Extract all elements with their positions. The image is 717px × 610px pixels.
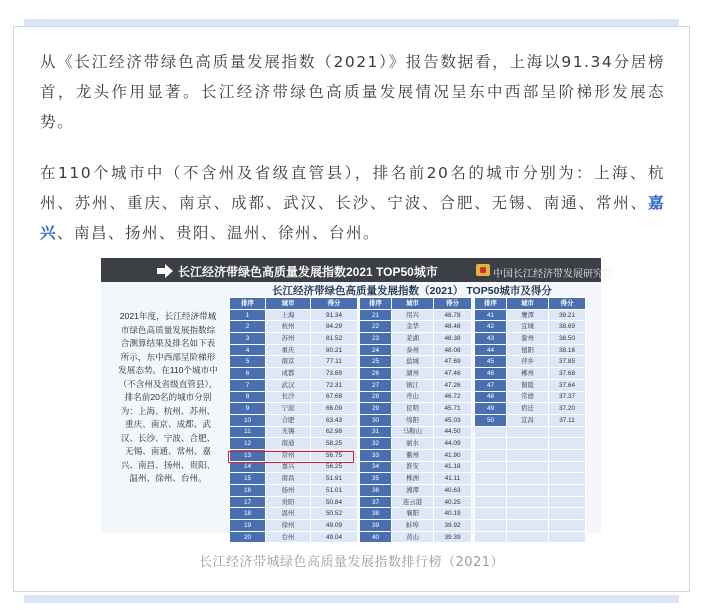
rank-cell: 49 <box>475 403 507 415</box>
score-cell: 41.18 <box>434 461 472 473</box>
score-cell: 41.90 <box>434 449 472 461</box>
score-cell: 37.85 <box>549 356 586 368</box>
rank-cell: 33 <box>360 449 392 461</box>
table-header-row <box>360 298 472 310</box>
rank-cell: 40 <box>360 531 392 543</box>
table-row <box>230 309 358 321</box>
score-cell: 73.69 <box>311 368 358 380</box>
table-row <box>475 403 586 415</box>
empty-cell <box>507 496 549 508</box>
table-row <box>360 531 472 543</box>
city-cell: 合肥 <box>266 414 311 426</box>
top-decor-band <box>24 19 679 26</box>
rank-cell: 26 <box>360 368 392 380</box>
score-cell: 44.50 <box>434 426 472 438</box>
empty-cell <box>549 461 586 473</box>
rank-cell: 15 <box>230 473 266 485</box>
score-cell: 49.09 <box>311 520 358 532</box>
table-row <box>475 496 586 508</box>
table-row <box>475 520 586 532</box>
empty-cell <box>475 438 507 450</box>
rank-cell: 50 <box>475 414 507 426</box>
score-cell: 48.08 <box>434 344 472 356</box>
city-cell: 滁州 <box>507 333 549 345</box>
table-row <box>230 368 358 380</box>
score-cell: 56.25 <box>311 461 358 473</box>
city-cell: 南昌 <box>266 473 311 485</box>
empty-cell <box>475 473 507 485</box>
table-row <box>475 356 586 368</box>
city-cell: 无锡 <box>266 426 311 438</box>
header-rank: 排序 <box>360 298 392 310</box>
table-row <box>230 403 358 415</box>
header-city: 城市 <box>507 298 549 310</box>
city-cell: 昆明 <box>392 403 434 415</box>
score-cell: 62.98 <box>311 426 358 438</box>
table-row <box>360 449 472 461</box>
city-cell: 扬州 <box>266 485 311 497</box>
table-row <box>360 309 472 321</box>
rank-cell: 11 <box>230 426 266 438</box>
rank-cell: 28 <box>360 391 392 403</box>
city-cell: 湘潭 <box>392 485 434 497</box>
rank-cell: 39 <box>360 520 392 532</box>
city-cell: 贵阳 <box>266 496 311 508</box>
rank-cell: 4 <box>230 344 266 356</box>
score-cell: 46.72 <box>434 391 472 403</box>
rank-cell: 35 <box>360 473 392 485</box>
highlight-city-link[interactable]: 嘉兴 <box>40 194 665 242</box>
city-cell: 连云港 <box>392 496 434 508</box>
table-row <box>475 449 586 461</box>
table-row <box>475 309 586 321</box>
score-cell: 77.11 <box>311 356 358 368</box>
score-cell: 44.09 <box>434 438 472 450</box>
rank-cell: 36 <box>360 485 392 497</box>
score-cell: 51.91 <box>311 473 358 485</box>
city-cell: 株洲 <box>392 473 434 485</box>
city-cell: 长沙 <box>266 391 311 403</box>
score-cell: 40.19 <box>434 508 472 520</box>
rank-cell: 3 <box>230 333 266 345</box>
city-cell: 舟山 <box>392 391 434 403</box>
table-row <box>475 473 586 485</box>
city-cell: 宜城 <box>507 321 549 333</box>
table-row <box>230 531 358 543</box>
header-rank: 排序 <box>475 298 507 310</box>
empty-cell <box>507 485 549 497</box>
score-cell: 37.68 <box>549 368 586 380</box>
rank-cell: 34 <box>360 461 392 473</box>
city-cell: 绍兴 <box>392 309 434 321</box>
score-cell: 45.03 <box>434 414 472 426</box>
score-cell: 45.71 <box>434 403 472 415</box>
empty-cell <box>549 520 586 532</box>
rank-cell: 7 <box>230 379 266 391</box>
table-row <box>360 438 472 450</box>
rank-cell: 27 <box>360 379 392 391</box>
table-row <box>360 379 472 391</box>
score-cell: 38.50 <box>549 333 586 345</box>
table-row <box>475 414 586 426</box>
score-cell: 67.68 <box>311 391 358 403</box>
rank-cell: 16 <box>230 485 266 497</box>
empty-cell <box>475 520 507 532</box>
city-cell: 宿迁 <box>507 403 549 415</box>
figure-table-title: 长江经济带绿色高质量发展指数（2021） TOP50城市及得分 <box>272 285 552 297</box>
city-cell: 成都 <box>266 368 311 380</box>
score-cell: 48.38 <box>434 333 472 345</box>
table-row <box>475 391 586 403</box>
header-rank: 排序 <box>230 298 266 310</box>
empty-cell <box>475 485 507 497</box>
score-cell: 48.78 <box>434 309 472 321</box>
ranking-table-1-20 <box>229 297 358 543</box>
table-row <box>360 426 472 438</box>
city-cell: 马鞍山 <box>392 426 434 438</box>
city-cell: 常州 <box>266 449 311 461</box>
rank-cell: 30 <box>360 414 392 426</box>
table-row <box>360 473 472 485</box>
score-cell: 51.01 <box>311 485 358 497</box>
city-cell: 温州 <box>266 508 311 520</box>
bottom-decor-band <box>24 595 679 603</box>
table-row <box>360 356 472 368</box>
score-cell: 39.92 <box>434 520 472 532</box>
table-row <box>475 485 586 497</box>
empty-cell <box>507 438 549 450</box>
empty-cell <box>549 473 586 485</box>
empty-cell <box>507 520 549 532</box>
score-cell: 40.63 <box>434 485 472 497</box>
header-city: 城市 <box>266 298 311 310</box>
paragraph-intro-text: 从《长江经济带绿色高质量发展指数（2021）》报告数据看，上海以91.34分居榜首，龙头作用显著。长江经济带绿色高质量发展情况呈东中西部呈阶梯形发展态势。 <box>40 53 665 131</box>
rank-cell: 10 <box>230 414 266 426</box>
paragraph-top20 <box>40 158 665 248</box>
table-row <box>230 379 358 391</box>
score-cell: 37.20 <box>549 403 586 415</box>
table-row <box>475 344 586 356</box>
empty-cell <box>475 426 507 438</box>
empty-cell <box>549 485 586 497</box>
rank-cell: 37 <box>360 496 392 508</box>
score-cell: 40.25 <box>434 496 472 508</box>
table-row <box>360 368 472 380</box>
table-row <box>230 496 358 508</box>
header-score: 得分 <box>311 298 358 310</box>
rank-cell: 19 <box>230 520 266 532</box>
score-cell: 47.69 <box>434 356 472 368</box>
city-cell: 嘉兴 <box>266 461 311 473</box>
rank-cell: 1 <box>230 309 266 321</box>
city-cell: 台州 <box>266 531 311 543</box>
rank-cell: 48 <box>475 391 507 403</box>
ranking-table-41-50 <box>474 297 586 543</box>
rank-cell: 22 <box>360 321 392 333</box>
table-row <box>360 391 472 403</box>
score-cell: 39.21 <box>549 309 586 321</box>
empty-cell <box>475 496 507 508</box>
rank-cell: 47 <box>475 379 507 391</box>
table-row <box>230 520 358 532</box>
score-cell: 41.11 <box>434 473 472 485</box>
city-cell: 铜陵 <box>507 379 549 391</box>
figure-summary-text: 2021年度，长江经济带城市绿色高质量发展指数综合测算结果及排名如下表所示，东中西部呈阶梯形发展态势。在110个城市中（不含州及省级直管县），排名前20名的城市分别为：上海、杭州、苏州、重庆、南京、成都、武汉、长沙、宁波、合肥、无锡、南通、常州、嘉兴、南昌、扬州、贵阳、温州、徐州、台州。 <box>118 311 218 483</box>
score-cell: 81.52 <box>311 333 358 345</box>
score-cell: 37.64 <box>549 379 586 391</box>
org-logo-icon <box>476 264 490 276</box>
rank-cell: 18 <box>230 508 266 520</box>
city-cell: 绵阳 <box>392 414 434 426</box>
table-row <box>360 403 472 415</box>
city-cell: 德阳 <box>507 344 549 356</box>
city-cell: 衢州 <box>392 449 434 461</box>
header-city: 城市 <box>392 298 434 310</box>
rank-cell: 43 <box>475 333 507 345</box>
city-cell: 镇江 <box>392 379 434 391</box>
rank-cell: 32 <box>360 438 392 450</box>
empty-cell <box>549 531 586 543</box>
city-cell: 丽水 <box>392 438 434 450</box>
empty-cell <box>549 438 586 450</box>
empty-cell <box>549 426 586 438</box>
score-cell: 63.43 <box>311 414 358 426</box>
score-cell: 48.48 <box>434 321 472 333</box>
score-cell: 49.04 <box>311 531 358 543</box>
score-cell: 37.11 <box>549 414 586 426</box>
city-cell: 黄山 <box>392 531 434 543</box>
figure-banner-title: 长江经济带绿色高质量发展指数2021 TOP50城市 <box>178 265 438 279</box>
highlight-row-jiaxing <box>228 451 354 463</box>
city-cell: 金华 <box>392 321 434 333</box>
table-row <box>360 508 472 520</box>
table-row <box>360 485 472 497</box>
rank-cell: 46 <box>475 368 507 380</box>
city-cell: 宁波 <box>266 403 311 415</box>
rank-cell: 21 <box>360 309 392 321</box>
paragraph-top20-text-a: 在110个城市中（不含州及省级直管县），排名前20名的城市分别为：上海、杭州、苏州、重庆、南京、成都、武汉、长沙、宁波、合肥、无锡、南通、常州、 <box>40 164 665 212</box>
city-cell: 萍乡 <box>507 356 549 368</box>
header-score: 得分 <box>434 298 472 310</box>
city-cell: 常德 <box>507 391 549 403</box>
rank-cell: 8 <box>230 391 266 403</box>
empty-cell <box>549 449 586 461</box>
city-cell: 杭州 <box>266 321 311 333</box>
empty-cell <box>507 508 549 520</box>
score-cell: 80.21 <box>311 344 358 356</box>
city-cell: 襄阳 <box>392 508 434 520</box>
rank-cell: 45 <box>475 356 507 368</box>
city-cell: 盐城 <box>392 356 434 368</box>
paragraph-top20-text-b: 、南昌、扬州、贵阳、温州、徐州、台州。 <box>57 224 381 242</box>
table-row <box>475 438 586 450</box>
table-row <box>230 508 358 520</box>
city-cell: 上海 <box>266 309 311 321</box>
empty-cell <box>507 461 549 473</box>
empty-cell <box>475 461 507 473</box>
table-row <box>475 333 586 345</box>
table-row <box>230 333 358 345</box>
empty-cell <box>549 508 586 520</box>
city-cell: 苏州 <box>266 333 311 345</box>
table-row <box>360 344 472 356</box>
table-row <box>360 321 472 333</box>
score-cell: 39.39 <box>434 531 472 543</box>
ranking-table-21-40 <box>359 297 472 543</box>
table-row <box>475 368 586 380</box>
empty-cell <box>507 426 549 438</box>
city-cell: 淮安 <box>392 461 434 473</box>
table-row <box>230 473 358 485</box>
city-cell: 武汉 <box>266 379 311 391</box>
arrow-right-icon <box>157 264 173 278</box>
rank-cell: 9 <box>230 403 266 415</box>
score-cell: 37.37 <box>549 391 586 403</box>
paragraph-intro <box>40 47 665 137</box>
city-cell: 蚌埠 <box>392 520 434 532</box>
empty-cell <box>475 508 507 520</box>
city-cell: 南京 <box>266 356 311 368</box>
table-row <box>230 438 358 450</box>
rank-cell: 24 <box>360 344 392 356</box>
city-cell: 泰州 <box>392 344 434 356</box>
rank-cell: 20 <box>230 531 266 543</box>
table-row <box>230 414 358 426</box>
city-cell: 芜湖 <box>392 333 434 345</box>
table-row <box>230 391 358 403</box>
city-cell: 南通 <box>266 438 311 450</box>
table-row <box>230 426 358 438</box>
figure-caption: 长江经济带城绿色高质量发展指数排行榜（2021） <box>198 555 505 570</box>
table-row <box>475 508 586 520</box>
rank-cell: 17 <box>230 496 266 508</box>
figure-org-name: 中国长江经济带发展研究院 <box>493 269 613 280</box>
rank-cell: 29 <box>360 403 392 415</box>
table-row <box>475 321 586 333</box>
rank-cell: 2 <box>230 321 266 333</box>
rank-cell: 25 <box>360 356 392 368</box>
score-cell: 56.75 <box>311 449 358 461</box>
rank-cell: 44 <box>475 344 507 356</box>
table-row <box>360 520 472 532</box>
empty-cell <box>507 531 549 543</box>
empty-cell <box>475 449 507 461</box>
city-cell: 重庆 <box>266 344 311 356</box>
empty-cell <box>549 496 586 508</box>
score-cell: 91.34 <box>311 309 358 321</box>
rank-cell: 42 <box>475 321 507 333</box>
table-row <box>475 531 586 543</box>
header-score: 得分 <box>549 298 586 310</box>
score-cell: 66.09 <box>311 403 358 415</box>
score-cell: 47.26 <box>434 379 472 391</box>
score-cell: 50.84 <box>311 496 358 508</box>
rank-cell: 6 <box>230 368 266 380</box>
city-cell: 宜昌 <box>507 414 549 426</box>
city-cell: 郴州 <box>507 368 549 380</box>
city-cell: 徐州 <box>266 520 311 532</box>
table-header-row <box>475 298 586 310</box>
score-cell: 84.29 <box>311 321 358 333</box>
empty-cell <box>507 473 549 485</box>
table-header-row <box>230 298 358 310</box>
table-row <box>360 496 472 508</box>
rank-cell: 38 <box>360 508 392 520</box>
empty-cell <box>507 449 549 461</box>
rank-cell: 13 <box>230 449 266 461</box>
table-row <box>360 414 472 426</box>
score-cell: 50.52 <box>311 508 358 520</box>
rank-cell: 5 <box>230 356 266 368</box>
table-row <box>360 461 472 473</box>
table-row <box>475 379 586 391</box>
table-row <box>360 333 472 345</box>
city-cell: 鹰潭 <box>507 309 549 321</box>
table-row <box>230 356 358 368</box>
table-row <box>475 461 586 473</box>
city-cell: 湖州 <box>392 368 434 380</box>
score-cell: 47.46 <box>434 368 472 380</box>
rank-cell: 23 <box>360 333 392 345</box>
empty-cell <box>475 531 507 543</box>
table-row <box>230 321 358 333</box>
score-cell: 72.31 <box>311 379 358 391</box>
rank-cell: 12 <box>230 438 266 450</box>
score-cell: 38.69 <box>549 321 586 333</box>
score-cell: 38.16 <box>549 344 586 356</box>
score-cell: 58.25 <box>311 438 358 450</box>
table-row <box>230 344 358 356</box>
rank-cell: 41 <box>475 309 507 321</box>
rank-cell: 31 <box>360 426 392 438</box>
table-row <box>475 426 586 438</box>
table-row <box>230 485 358 497</box>
rank-cell: 14 <box>230 461 266 473</box>
